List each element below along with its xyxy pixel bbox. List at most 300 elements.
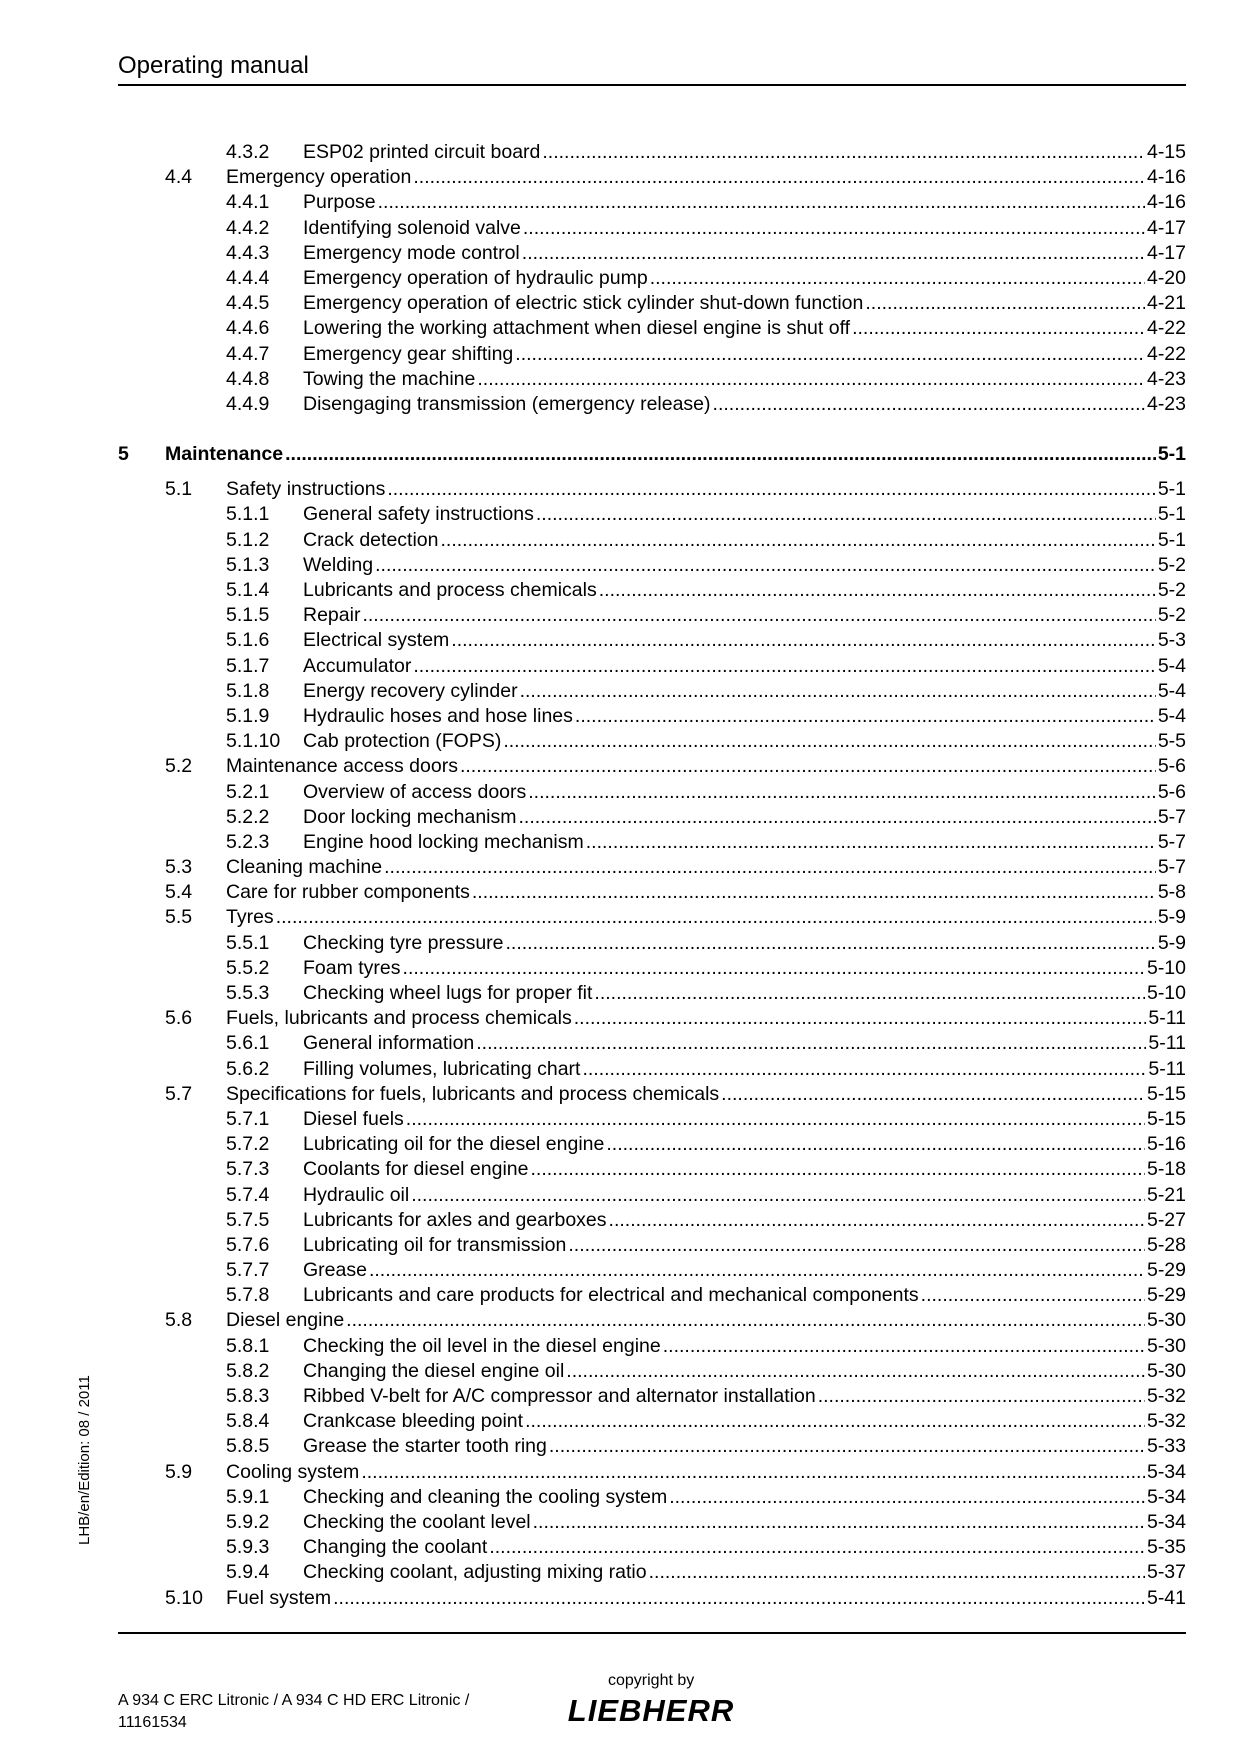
toc-entry-body: [303, 1107, 1186, 1132]
toc-entry-body: [303, 981, 1186, 1006]
toc-dot-leader: [865, 291, 1145, 316]
toc-dot-leader: [599, 578, 1156, 603]
toc-entry-title: Specifications for fuels, lubricants and process chemicals: [226, 1082, 720, 1105]
toc-entry-title: Checking and cleaning the cooling system: [303, 1485, 668, 1508]
toc-entry-title: Checking the oil level in the diesel engine: [303, 1334, 661, 1357]
toc-entry-page: 5-7: [1157, 830, 1186, 853]
toc-entry-number: 5.9.4: [226, 1561, 270, 1584]
toc-entry-number: 5.5.2: [226, 956, 270, 979]
toc-entry-body: [303, 1485, 1186, 1510]
toc-entry-body: [303, 1384, 1186, 1409]
toc-entry-page: 4-23: [1146, 392, 1186, 415]
toc-entry-body: [226, 1082, 1186, 1107]
toc-dot-leader: [489, 1535, 1145, 1560]
toc-entry[interactable]: [118, 1107, 1186, 1132]
toc-entry-body: [303, 392, 1186, 417]
toc-entry[interactable]: [118, 754, 1186, 779]
toc-entry[interactable]: [118, 679, 1186, 704]
toc-entry-title: Electrical system: [303, 629, 450, 652]
toc-entry-title: Care for rubber components: [226, 881, 470, 904]
toc-entry-number: 5.1.2: [226, 528, 270, 551]
toc-entry[interactable]: [118, 502, 1186, 527]
toc-entry-page: 5-21: [1146, 1183, 1186, 1206]
toc-entry-number: 5.8.4: [226, 1410, 270, 1433]
toc-dot-leader: [333, 1586, 1145, 1611]
toc-entry-number: 5.9.3: [226, 1536, 270, 1559]
toc-entry-body: [303, 1334, 1186, 1359]
toc-entry-page: 5-34: [1146, 1460, 1186, 1483]
toc-entry-number: 5.1.4: [226, 579, 270, 601]
toc-entry-number: 5.1.1: [226, 503, 270, 526]
toc-entry[interactable]: [118, 729, 1186, 754]
toc-entry-page: 5-4: [1157, 679, 1186, 702]
toc-entry[interactable]: [118, 1535, 1186, 1560]
toc-entry-body: [303, 1233, 1186, 1258]
toc-entry-page: 5-1: [1157, 503, 1186, 526]
toc-entry-title: Emergency gear shifting: [303, 342, 514, 365]
toc-entry-number: 5.7.3: [226, 1158, 270, 1181]
toc-entry-body: [303, 1560, 1186, 1585]
toc-entry-title: Lubricants and process chemicals: [303, 579, 597, 601]
toc-entry-title: Checking tyre pressure: [303, 931, 504, 954]
toc-entry-page: 5-1: [1157, 443, 1186, 466]
toc-entry[interactable]: [118, 1560, 1186, 1585]
toc-entry[interactable]: [118, 442, 1186, 467]
toc-entry[interactable]: [118, 477, 1186, 502]
toc-entry-page: 5-30: [1146, 1334, 1186, 1357]
toc-dot-leader: [276, 905, 1156, 930]
toc-dot-leader: [413, 654, 1155, 679]
toc-entry[interactable]: [118, 316, 1186, 341]
toc-entry-body: [303, 956, 1186, 981]
toc-entry-number: 5.8.2: [226, 1359, 270, 1382]
toc-entry-page: 5-2: [1157, 604, 1186, 627]
toc-entry-body: [303, 1057, 1186, 1082]
toc-entry-page: 5-10: [1146, 982, 1186, 1004]
toc-dot-leader: [472, 880, 1156, 905]
toc-entry[interactable]: [118, 241, 1186, 266]
toc-dot-leader: [530, 1157, 1144, 1182]
toc-entry-body: [226, 754, 1186, 779]
toc-dot-leader: [649, 1560, 1145, 1585]
toc-entry[interactable]: [118, 367, 1186, 392]
toc-entry-number: 5: [118, 443, 129, 466]
toc-entry[interactable]: [118, 1031, 1186, 1056]
toc-entry-number: 5.7.7: [226, 1259, 270, 1282]
toc-entry-number: 5.6.1: [226, 1032, 270, 1055]
toc-dot-leader: [575, 704, 1156, 729]
toc-dot-leader: [921, 1283, 1145, 1308]
toc-entry-title: Fuels, lubricants and process chemicals: [226, 1007, 572, 1030]
toc-entry-title: Overview of access doors: [303, 780, 527, 803]
toc-entry-number: 4.4.4: [226, 266, 270, 289]
toc-dot-leader: [460, 754, 1156, 779]
toc-dot-leader: [285, 442, 1156, 467]
toc-entry-number: 5.7.2: [226, 1133, 270, 1156]
toc-entry[interactable]: [118, 1057, 1186, 1082]
toc-entry-body: [303, 1031, 1186, 1056]
toc-entry-body: [303, 603, 1186, 628]
toc-entry[interactable]: [118, 1157, 1186, 1182]
toc-entry-page: 4-23: [1146, 367, 1186, 390]
toc-entry-page: 5-1: [1157, 528, 1186, 551]
toc-entry-body: [226, 880, 1186, 905]
toc-entry-body: [303, 367, 1186, 392]
toc-entry-title: Cab protection (FOPS): [303, 730, 502, 753]
toc-entry-number: 5.7: [165, 1082, 193, 1105]
toc-entry[interactable]: [118, 1183, 1186, 1208]
toc-entry[interactable]: [118, 805, 1186, 830]
toc-entry-page: 5-4: [1157, 654, 1186, 677]
toc-dot-leader: [346, 1308, 1145, 1333]
toc-dot-leader: [818, 1384, 1145, 1409]
toc-entry-number: 5.1.3: [226, 553, 270, 576]
toc-entry-body: [226, 477, 1186, 502]
toc-entry-body: [303, 1359, 1186, 1384]
toc-entry-number: 5.2: [165, 755, 193, 778]
toc-entry-page: 5-7: [1157, 805, 1186, 828]
toc-dot-leader: [582, 1057, 1146, 1082]
toc-entry-number: 4.4.6: [226, 317, 270, 340]
toc-entry[interactable]: [118, 981, 1186, 1006]
liebherr-logo: [556, 1694, 746, 1731]
toc-entry-page: 5-11: [1148, 1057, 1186, 1080]
toc-dot-leader: [403, 956, 1145, 981]
toc-dot-leader: [375, 553, 1156, 578]
toc-entry-title: Safety instructions: [226, 478, 386, 501]
toc-dot-leader: [387, 477, 1155, 502]
toc-entry-title: Energy recovery cylinder: [303, 679, 518, 702]
toc-entry-page: 4-22: [1146, 342, 1186, 365]
toc-entry-title: Filling volumes, lubricating chart: [303, 1057, 581, 1080]
toc-entry-page: 5-32: [1146, 1410, 1186, 1433]
toc-entry-page: 5-28: [1146, 1233, 1186, 1256]
toc-entry-body: [303, 190, 1186, 215]
toc-entry-number: 4.4.3: [226, 241, 270, 264]
toc-entry-title: Lubricating oil for transmission: [303, 1233, 567, 1256]
toc-entry-page: 5-11: [1148, 1007, 1186, 1030]
toc-entry-number: 5.2.3: [226, 830, 270, 853]
toc-entry-number: 5.6.2: [226, 1057, 270, 1080]
toc-entry-body: [226, 165, 1186, 190]
page-header-title: Operating manual: [118, 52, 309, 79]
toc-entry-body: [303, 291, 1186, 316]
toc-entry-page: 5-9: [1157, 906, 1186, 929]
toc-dot-leader: [523, 216, 1145, 241]
toc-entry[interactable]: [118, 1485, 1186, 1510]
toc-entry-page: 4-15: [1146, 141, 1186, 163]
toc-entry-title: Tyres: [226, 906, 274, 929]
toc-entry-page: 5-4: [1157, 704, 1186, 727]
toc-entry-body: [303, 1183, 1186, 1208]
toc-entry[interactable]: [118, 1334, 1186, 1359]
toc-entry[interactable]: [118, 1006, 1186, 1031]
toc-entry-page: 5-6: [1157, 780, 1186, 803]
toc-entry-title: Hydraulic hoses and hose lines: [303, 704, 573, 727]
toc-entry[interactable]: [118, 780, 1186, 805]
toc-entry[interactable]: [118, 855, 1186, 880]
toc-entry[interactable]: [118, 956, 1186, 981]
toc-entry-page: 5-35: [1146, 1536, 1186, 1559]
toc-entry-page: 5-15: [1146, 1107, 1186, 1130]
toc-entry-title: Lubricating oil for the diesel engine: [303, 1133, 605, 1156]
toc-entry-title: Purpose: [303, 191, 376, 214]
toc-entry[interactable]: [118, 342, 1186, 367]
toc-dot-leader: [440, 528, 1155, 553]
toc-entry[interactable]: [118, 392, 1186, 417]
toc-entry-number: 5.1.5: [226, 604, 270, 627]
toc-entry[interactable]: [118, 266, 1186, 291]
toc-entry-number: 5.7.6: [226, 1233, 270, 1256]
toc-dot-leader: [852, 316, 1145, 341]
toc-entry-title: Crack detection: [303, 528, 439, 551]
toc-entry[interactable]: [118, 216, 1186, 241]
toc-dot-leader: [413, 165, 1145, 190]
toc-dot-leader: [536, 502, 1156, 527]
toc-entry-page: 5-41: [1146, 1586, 1186, 1609]
toc-entry-title: General safety instructions: [303, 503, 534, 526]
table-of-contents: [118, 140, 1186, 1611]
toc-entry-number: 5.7.4: [226, 1183, 270, 1206]
toc-entry[interactable]: [118, 140, 1186, 165]
toc-dot-leader: [528, 780, 1156, 805]
toc-entry-title: Accumulator: [303, 654, 412, 677]
toc-entry-number: 5.1.9: [226, 704, 270, 727]
toc-entry-title: Ribbed V-belt for A/C compressor and alternator installation: [303, 1385, 816, 1407]
toc-entry[interactable]: [118, 1132, 1186, 1157]
toc-entry-page: 5-5: [1157, 730, 1186, 753]
toc-entry-body: [303, 266, 1186, 291]
toc-entry[interactable]: [118, 1359, 1186, 1384]
toc-entry[interactable]: [118, 905, 1186, 930]
toc-entry-number: 5.6: [165, 1007, 193, 1030]
toc-entry-title: Checking coolant, adjusting mixing ratio: [303, 1561, 647, 1584]
toc-entry[interactable]: [118, 880, 1186, 905]
toc-entry-page: 5-3: [1157, 629, 1186, 652]
toc-entry-number: 4.4: [165, 166, 193, 189]
toc-entry-body: [303, 931, 1186, 956]
toc-entry-page: 4-17: [1146, 216, 1186, 239]
toc-entry-number: 5.1.10: [226, 730, 281, 753]
toc-dot-leader: [451, 628, 1156, 653]
toc-entry[interactable]: [118, 830, 1186, 855]
toc-dot-leader: [520, 679, 1156, 704]
toc-entry[interactable]: [118, 1434, 1186, 1459]
toc-entry[interactable]: [118, 1384, 1186, 1409]
toc-entry-number: 5.4: [165, 881, 193, 904]
toc-entry-number: 5.8.3: [226, 1385, 270, 1407]
footer-model-info: [118, 1690, 469, 1734]
toc-dot-leader: [542, 140, 1145, 165]
toc-dot-leader: [522, 241, 1145, 266]
copyright-label: copyright by: [608, 1672, 695, 1689]
toc-entry[interactable]: [118, 528, 1186, 553]
toc-entry-title: Grease the starter tooth ring: [303, 1435, 547, 1458]
toc-entry-page: 5-27: [1146, 1208, 1186, 1231]
toc-dot-leader: [566, 1359, 1145, 1384]
footer-document-number: 11161534: [118, 1714, 187, 1731]
toc-entry-page: 5-7: [1157, 856, 1186, 879]
toc-entry-number: 5.3: [165, 856, 193, 879]
toc-entry[interactable]: [118, 291, 1186, 316]
toc-entry-number: 4.3.2: [226, 141, 270, 163]
toc-entry[interactable]: [118, 1308, 1186, 1333]
toc-entry-title: Changing the coolant: [303, 1536, 488, 1559]
toc-dot-leader: [476, 1031, 1146, 1056]
toc-entry-body: [303, 1132, 1186, 1157]
toc-entry-page: 5-2: [1157, 553, 1186, 576]
toc-entry-body: [303, 1157, 1186, 1182]
toc-entry-page: 5-9: [1157, 931, 1186, 954]
toc-dot-leader: [606, 1132, 1145, 1157]
toc-entry[interactable]: [118, 190, 1186, 215]
toc-entry-title: Towing the machine: [303, 367, 476, 390]
footer-model-line-1: A 934 C ERC Litronic / A 934 C HD ERC Litronic /: [118, 1692, 470, 1709]
toc-entry-title: Repair: [303, 604, 361, 627]
toc-entry[interactable]: [118, 1409, 1186, 1434]
toc-entry-number: 5.2.1: [226, 780, 270, 803]
toc-entry-body: [303, 316, 1186, 341]
toc-dot-leader: [549, 1434, 1145, 1459]
toc-entry-title: Maintenance: [165, 443, 284, 466]
toc-entry-page: 5-29: [1146, 1259, 1186, 1282]
toc-entry-page: 4-22: [1146, 317, 1186, 340]
toc-dot-leader: [506, 931, 1156, 956]
toc-dot-leader: [525, 1409, 1145, 1434]
toc-entry-title: Lubricants for axles and gearboxes: [303, 1208, 607, 1231]
toc-entry-body: [303, 780, 1186, 805]
toc-entry[interactable]: [118, 1233, 1186, 1258]
toc-entry-title: Checking wheel lugs for proper fit: [303, 982, 593, 1004]
toc-entry-page: 5-29: [1146, 1284, 1186, 1307]
toc-entry-page: 5-30: [1146, 1309, 1186, 1332]
toc-entry[interactable]: [118, 628, 1186, 653]
toc-entry-page: 5-8: [1157, 881, 1186, 904]
toc-entry-number: 4.4.9: [226, 392, 270, 415]
toc-dot-leader: [609, 1208, 1145, 1233]
toc-entry-title: Door locking mechanism: [303, 805, 517, 828]
toc-entry-page: 5-10: [1146, 956, 1186, 979]
toc-entry-body: [303, 628, 1186, 653]
toc-entry-page: 4-17: [1146, 241, 1186, 264]
toc-entry-number: 5.8: [165, 1309, 193, 1332]
toc-dot-leader: [515, 342, 1145, 367]
toc-dot-leader: [586, 830, 1156, 855]
header-divider: [118, 84, 1186, 86]
toc-entry-number: 5.8.1: [226, 1334, 270, 1357]
toc-entry-number: 4.4.1: [226, 191, 270, 214]
toc-dot-leader: [384, 855, 1156, 880]
toc-dot-leader: [568, 1233, 1145, 1258]
toc-entry-body: [303, 578, 1186, 603]
toc-entry-number: 5.1.8: [226, 679, 270, 702]
toc-entry-body: [303, 654, 1186, 679]
toc-entry-body: [303, 1510, 1186, 1535]
toc-entry-number: 5.5: [165, 906, 193, 929]
toc-entry[interactable]: [118, 931, 1186, 956]
toc-dot-leader: [361, 1460, 1145, 1485]
toc-entry-title: Disengaging transmission (emergency release): [303, 392, 711, 415]
toc-entry-page: 5-16: [1146, 1133, 1186, 1156]
toc-entry-body: [303, 1434, 1186, 1459]
toc-entry[interactable]: [118, 654, 1186, 679]
toc-dot-leader: [663, 1334, 1145, 1359]
footer-divider: [118, 1632, 1186, 1634]
toc-entry-title: Checking the coolant level: [303, 1510, 531, 1533]
toc-entry-number: 4.4.7: [226, 342, 270, 365]
toc-entry-body: [303, 140, 1186, 165]
toc-entry-number: 5.7.1: [226, 1107, 270, 1130]
toc-dot-leader: [406, 1107, 1145, 1132]
toc-entry-page: 5-2: [1157, 579, 1186, 601]
toc-entry[interactable]: [118, 1510, 1186, 1535]
toc-dot-leader: [650, 266, 1145, 291]
toc-entry-body: [303, 830, 1186, 855]
toc-entry[interactable]: [118, 1586, 1186, 1611]
toc-entry-body: [303, 729, 1186, 754]
toc-entry-body: [226, 1308, 1186, 1333]
toc-entry[interactable]: [118, 1258, 1186, 1283]
toc-entry-title: ESP02 printed circuit board: [303, 141, 541, 163]
toc-entry-body: [303, 528, 1186, 553]
toc-entry[interactable]: [118, 553, 1186, 578]
toc-entry-title: Lubricants and care products for electrical and mechanical components: [303, 1284, 919, 1307]
toc-entry[interactable]: [118, 165, 1186, 190]
toc-entry-body: [226, 1460, 1186, 1485]
toc-dot-leader: [378, 190, 1145, 215]
toc-entry-body: [303, 1283, 1186, 1308]
toc-entry-body: [303, 1258, 1186, 1283]
toc-entry[interactable]: [118, 1208, 1186, 1233]
toc-entry-body: [226, 905, 1186, 930]
toc-entry[interactable]: [118, 603, 1186, 628]
toc-entry-number: 4.4.8: [226, 367, 270, 390]
toc-entry-number: 5.8.5: [226, 1435, 270, 1458]
toc-entry[interactable]: [118, 1082, 1186, 1107]
toc-entry[interactable]: [118, 1460, 1186, 1485]
toc-entry-number: 5.1: [165, 478, 193, 501]
toc-entry-page: 5-1: [1157, 478, 1186, 501]
toc-dot-leader: [713, 392, 1145, 417]
svg-text:LIEBHERR: LIEBHERR: [567, 1694, 735, 1726]
toc-entry-title: Emergency mode control: [303, 241, 520, 264]
toc-entry-title: Emergency operation: [226, 166, 412, 189]
toc-entry[interactable]: [118, 578, 1186, 603]
toc-entry-page: 5-32: [1146, 1385, 1186, 1407]
toc-entry-body: [165, 442, 1186, 467]
toc-entry-page: 4-20: [1146, 266, 1186, 289]
toc-entry-title: Emergency operation of electric stick cylinder shut-down function: [303, 292, 864, 315]
toc-entry-title: Grease: [303, 1259, 367, 1282]
toc-entry-body: [226, 1586, 1186, 1611]
toc-dot-leader: [594, 981, 1145, 1006]
toc-dot-leader: [369, 1258, 1145, 1283]
toc-entry-body: [303, 502, 1186, 527]
toc-entry-body: [226, 1006, 1186, 1031]
toc-entry-number: 5.10: [165, 1586, 203, 1609]
toc-entry-number: 5.9.2: [226, 1510, 270, 1533]
toc-entry[interactable]: [118, 1283, 1186, 1308]
toc-entry-title: Foam tyres: [303, 956, 401, 979]
toc-entry-title: General information: [303, 1032, 475, 1055]
toc-entry-body: [303, 704, 1186, 729]
toc-entry[interactable]: [118, 704, 1186, 729]
toc-entry-page: 5-18: [1146, 1158, 1186, 1181]
toc-entry-number: 5.5.1: [226, 931, 270, 954]
toc-dot-leader: [362, 603, 1155, 628]
toc-entry-body: [303, 1535, 1186, 1560]
toc-entry-number: 4.4.2: [226, 216, 270, 239]
